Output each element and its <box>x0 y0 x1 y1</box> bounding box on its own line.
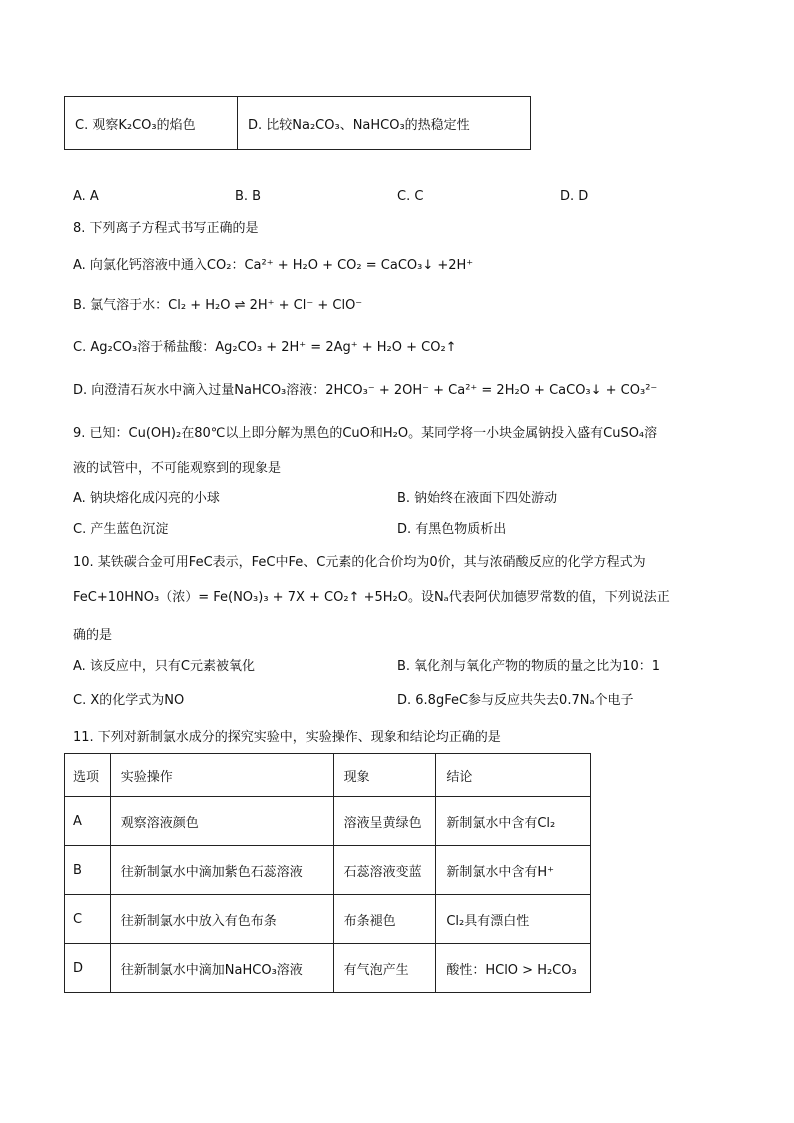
q11-stem: 11. 下列对新制氯水成分的探究实验中，实验操作、现象和结论均正确的是 <box>73 730 501 745</box>
q9-option-a: A. 钠块熔化成闪亮的小球 <box>73 491 220 506</box>
cell-operation: 观察溶液颜色 <box>110 797 333 846</box>
cell-operation: 往新制氯水中滴加紫色石蕊溶液 <box>110 846 333 895</box>
cell-phenomenon: 石蕊溶液变蓝 <box>333 846 436 895</box>
q9-stem-line2: 液的试管中，不可能观察到的现象是 <box>73 461 282 476</box>
q10-option-c: C. X的化学式为NO <box>73 693 185 708</box>
cell-option: C <box>65 895 111 944</box>
cell-option-d: D. 比较Na₂CO₃、NaHCO₃的热稳定性 <box>238 97 531 150</box>
experiment-table <box>64 753 591 993</box>
header-phenomenon: 现象 <box>333 754 436 797</box>
table-row <box>65 895 591 944</box>
q7-option-b: B. B <box>235 189 262 204</box>
cell-option: B <box>65 846 111 895</box>
q8-option-b: B. 氯气溶于水：Cl₂ + H₂O ⇌ 2H⁺ + Cl⁻ + ClO⁻ <box>73 298 363 313</box>
q9-stem-line1: 9. 已知：Cu(OH)₂在80℃以上即分解为黑色的CuO和H₂O。某同学将一小块金属钠投入盛有CuSO₄溶 <box>73 426 658 441</box>
q10-option-d: D. 6.8gFeC参与反应共失去0.7Nₐ个电子 <box>397 693 634 708</box>
q9-option-c: C. 产生蓝色沉淀 <box>73 522 169 537</box>
table-header-row <box>65 754 591 797</box>
q8-option-a: A. 向氯化钙溶液中通入CO₂：Ca²⁺ + H₂O + CO₂ = CaCO₃↓ +2H⁺ <box>73 258 474 273</box>
table-row <box>65 944 591 993</box>
q8-option-d: D. 向澄清石灰水中滴入过量NaHCO₃溶液：2HCO₃⁻ + 2OH⁻ + Ca²⁺ = 2H₂O + CaCO₃↓ + CO₃²⁻ <box>73 383 658 398</box>
q8-stem: 8. 下列离子方程式书写正确的是 <box>73 221 259 236</box>
q10-stem-line1: 10. 某铁碳合金可用FeC表示，FeC中Fe、C元素的化合价均为0价，其与浓硝酸反应的化学方程式为 <box>73 555 646 570</box>
cell-conclusion: 新制氯水中含有Cl₂ <box>436 797 591 846</box>
cell-operation: 往新制氯水中放入有色布条 <box>110 895 333 944</box>
q9-option-b: B. 钠始终在液面下四处游动 <box>397 491 558 506</box>
table-row <box>65 846 591 895</box>
q10-option-b: B. 氧化剂与氧化产物的物质的量之比为10：1 <box>397 659 660 674</box>
q10-stem-line2: FeC+10HNO₃（浓）= Fe(NO₃)₃ + 7X + CO₂↑ +5H₂O。设Nₐ代表阿伏加德罗常数的值，下列说法正 <box>73 590 670 605</box>
q7-option-d: D. D <box>560 189 589 204</box>
cell-phenomenon: 布条褪色 <box>333 895 436 944</box>
cell-option: D <box>65 944 111 993</box>
prev-question-table <box>64 96 531 150</box>
header-conclusion: 结论 <box>436 754 591 797</box>
q9-option-d: D. 有黑色物质析出 <box>397 522 507 537</box>
q10-stem-line3: 确的是 <box>73 628 113 643</box>
q10-option-a: A. 该反应中，只有C元素被氧化 <box>73 659 256 674</box>
cell-operation: 往新制氯水中滴加NaHCO₃溶液 <box>110 944 333 993</box>
header-option: 选项 <box>65 754 111 797</box>
q7-option-a: A. A <box>73 189 99 204</box>
table-row <box>65 797 591 846</box>
header-operation: 实验操作 <box>110 754 333 797</box>
cell-phenomenon: 溶液呈黄绿色 <box>333 797 436 846</box>
cell-conclusion: 新制氯水中含有H⁺ <box>436 846 591 895</box>
q8-option-c: C. Ag₂CO₃溶于稀盐酸：Ag₂CO₃ + 2H⁺ = 2Ag⁺ + H₂O + CO₂↑ <box>73 340 457 355</box>
q7-option-c: C. C <box>397 189 424 204</box>
cell-conclusion: Cl₂具有漂白性 <box>436 895 591 944</box>
cell-option-c: C. 观察K₂CO₃的焰色 <box>65 97 238 150</box>
cell-phenomenon: 有气泡产生 <box>333 944 436 993</box>
cell-option: A <box>65 797 111 846</box>
cell-conclusion: 酸性：HClO > H₂CO₃ <box>436 944 591 993</box>
